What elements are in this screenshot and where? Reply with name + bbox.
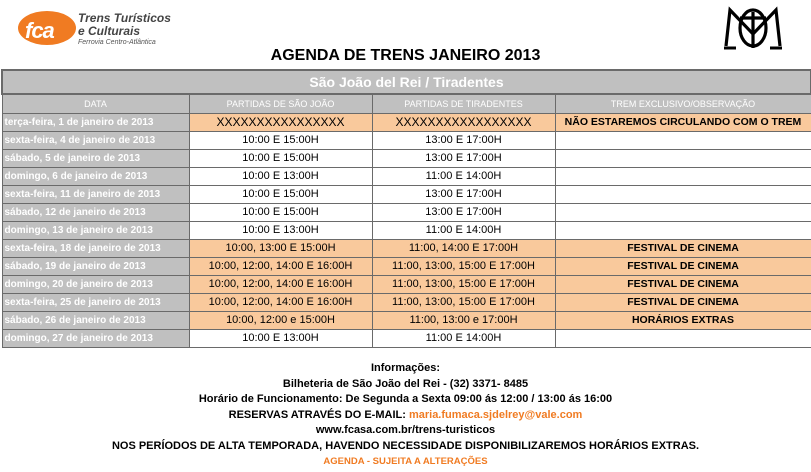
table-row — [2, 311, 811, 329]
row-sao-joao-departures: 10:00 E 15:00H — [189, 149, 372, 167]
table-row — [2, 167, 811, 185]
row-date: sábado, 5 de janeiro de 2013 — [2, 149, 189, 167]
row-date: sábado, 19 de janeiro de 2013 — [2, 257, 189, 275]
row-observation: FESTIVAL DE CINEMA — [555, 239, 811, 257]
high-season-notice: NOS PERÍODOS DE ALTA TEMPORADA, HAVENDO NECESSIDADE DISPONIBILIZAREMOS HORÁRIOS EXTRAS. — [111, 439, 700, 452]
table-row — [2, 257, 811, 275]
office-hours: Horário de Funcionamento: De Segunda a Sexta 09:00 ás 12:00 / 13:00 ás 16:00 — [198, 393, 613, 405]
row-date: domingo, 13 de janeiro de 2013 — [2, 221, 189, 239]
header-observation: TREM EXCLUSIVO/OBSERVAÇÃO — [555, 94, 811, 113]
row-date: domingo, 6 de janeiro de 2013 — [2, 167, 189, 185]
info-section — [0, 361, 811, 470]
row-tiradentes-departures: 11:00, 13:00 e 17:00H — [372, 311, 555, 329]
table-row — [2, 275, 811, 293]
row-tiradentes-departures: 11:00 E 14:00H — [372, 329, 555, 347]
ticket-office: Bilheteria de São João del Rei - (32) 3371- 8485 — [282, 377, 529, 390]
page-title: AGENDA DE TRENS JANEIRO 2013 — [270, 47, 541, 64]
row-date: sexta-feira, 4 de janeiro de 2013 — [2, 131, 189, 149]
row-date: domingo, 20 de janeiro de 2013 — [2, 275, 189, 293]
header-sao-joao: PARTIDAS DE SÃO JOÃO — [189, 94, 372, 113]
row-date: sexta-feira, 11 de janeiro de 2013 — [2, 185, 189, 203]
logo-line2: e Culturais — [78, 24, 141, 38]
row-observation — [555, 329, 811, 347]
route-title: São João del Rei / Tiradentes — [2, 70, 811, 94]
row-date: sexta-feira, 25 de janeiro de 2013 — [2, 293, 189, 311]
fca-logo-mark — [18, 11, 76, 45]
row-observation: FESTIVAL DE CINEMA — [555, 275, 811, 293]
row-tiradentes-departures: 13:00 E 17:00H — [372, 149, 555, 167]
row-tiradentes-departures: 13:00 E 17:00H — [372, 131, 555, 149]
logo-line3: Ferrovia Centro-Atlântica — [78, 39, 156, 46]
row-sao-joao-departures: 10:00, 12:00, 14:00 E 16:00H — [189, 275, 372, 293]
reservation-email[interactable]: maria.fumaca.sjdelrey@vale.com — [408, 408, 583, 421]
row-sao-joao-departures: XXXXXXXXXXXXXXXX — [189, 113, 372, 131]
table-row — [2, 329, 811, 347]
row-sao-joao-departures: 10:00 E 13:00H — [189, 167, 372, 185]
row-tiradentes-departures: 13:00 E 17:00H — [372, 203, 555, 221]
row-date: sábado, 12 de janeiro de 2013 — [2, 203, 189, 221]
row-sao-joao-departures: 10:00, 12:00, 14:00 E 16:00H — [189, 293, 372, 311]
row-sao-joao-departures: 10:00, 13:00 E 15:00H — [189, 239, 372, 257]
row-observation — [555, 167, 811, 185]
row-tiradentes-departures: 11:00 E 14:00H — [372, 167, 555, 185]
row-tiradentes-departures: 11:00, 13:00, 15:00 E 17:00H — [372, 257, 555, 275]
row-tiradentes-departures: 13:00 E 17:00H — [372, 185, 555, 203]
website-link[interactable]: www.fcasa.com.br/trens-turisticos — [315, 424, 496, 436]
row-observation: FESTIVAL DE CINEMA — [555, 257, 811, 275]
table-row — [2, 113, 811, 131]
table-row — [2, 203, 811, 221]
row-date: sábado, 26 de janeiro de 2013 — [2, 311, 189, 329]
row-tiradentes-departures: XXXXXXXXXXXXXXXXX — [372, 113, 555, 131]
table-row — [2, 185, 811, 203]
info-heading: Informações: — [370, 362, 441, 374]
logo-line1: Trens Turísticos — [78, 11, 171, 25]
row-observation: NÃO ESTAREMOS CIRCULANDO COM O TREM — [555, 113, 811, 131]
row-tiradentes-departures: 11:00, 13:00, 15:00 E 17:00H — [372, 293, 555, 311]
row-observation — [555, 131, 811, 149]
logo-caption — [78, 12, 171, 46]
row-date: sexta-feira, 18 de janeiro de 2013 — [2, 239, 189, 257]
table-row — [2, 293, 811, 311]
table-row — [2, 131, 811, 149]
railway-monogram-icon — [722, 6, 784, 52]
schedule-table — [1, 69, 811, 348]
row-sao-joao-departures: 10:00 E 13:00H — [189, 329, 372, 347]
header-tiradentes: PARTIDAS DE TIRADENTES — [372, 94, 555, 113]
row-date: terça-feira, 1 de janeiro de 2013 — [2, 113, 189, 131]
email-label: RESERVAS ATRAVÉS DO E-MAIL: — [228, 408, 409, 421]
row-observation — [555, 185, 811, 203]
header-date: DATA — [2, 94, 189, 113]
row-sao-joao-departures: 10:00 E 15:00H — [189, 131, 372, 149]
row-sao-joao-departures: 10:00 E 15:00H — [189, 185, 372, 203]
row-sao-joao-departures: 10:00, 12:00 e 15:00H — [189, 311, 372, 329]
fca-logo — [18, 8, 188, 48]
row-date: domingo, 27 de janeiro de 2013 — [2, 329, 189, 347]
row-tiradentes-departures: 11:00, 13:00, 15:00 E 17:00H — [372, 275, 555, 293]
table-row — [2, 239, 811, 257]
row-observation — [555, 149, 811, 167]
row-observation — [555, 221, 811, 239]
row-sao-joao-departures: 10:00, 12:00, 14:00 E 16:00H — [189, 257, 372, 275]
disclaimer: AGENDA - SUJEITA A ALTERAÇÕES — [323, 456, 488, 467]
row-observation: HORÁRIOS EXTRAS — [555, 311, 811, 329]
row-observation — [555, 203, 811, 221]
table-row — [2, 221, 811, 239]
row-sao-joao-departures: 10:00 E 13:00H — [189, 221, 372, 239]
fca-logo-text: fca — [25, 18, 54, 43]
row-tiradentes-departures: 11:00 E 14:00H — [372, 221, 555, 239]
row-tiradentes-departures: 11:00, 14:00 E 17:00H — [372, 239, 555, 257]
header-row — [2, 94, 811, 113]
row-sao-joao-departures: 10:00 E 15:00H — [189, 203, 372, 221]
reservation-line — [0, 408, 811, 424]
table-row — [2, 149, 811, 167]
row-observation: FESTIVAL DE CINEMA — [555, 293, 811, 311]
route-row — [2, 70, 811, 94]
